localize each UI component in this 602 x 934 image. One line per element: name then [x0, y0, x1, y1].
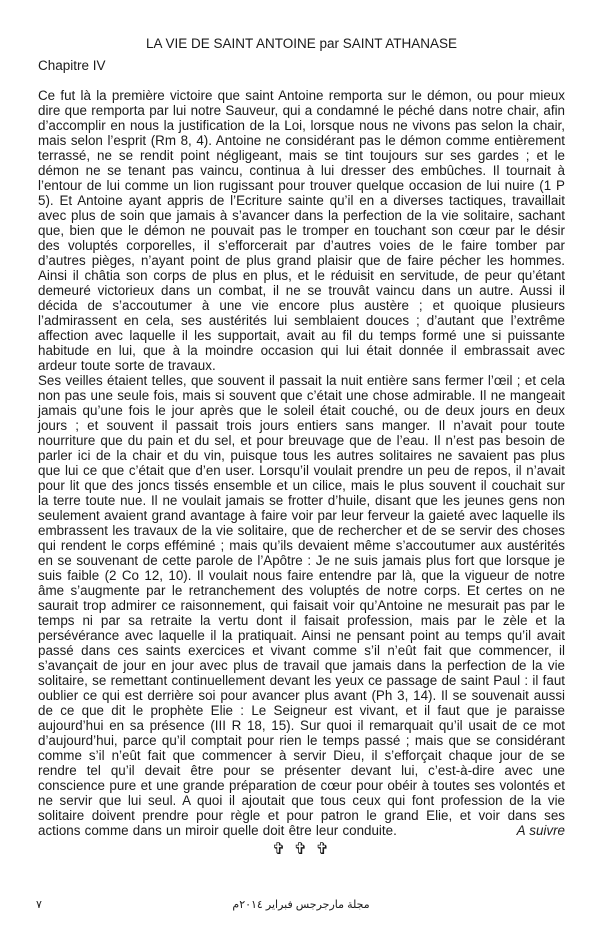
chapter-heading: Chapitre IV: [38, 58, 106, 73]
page-footer: [0, 898, 602, 912]
paragraph-2-text: Ses veilles étaient telles, que souvent il passait la nuit entière sans fermer l’œil ; et cela non pas une seule fois, mais si souvent que c’était une chose admirable. Il ne mangeait jamais qu’une fois le jour après que le soleil était couché, ou de deux jours en deux jours ; et souvent il passait trois jours entiers sans manger. Il n’avait pour toute nourriture que du pain et du sel, et pour breuvage que de l’eau. Il n’est pas besoin de parler ici de la chair et du vin, puisque tous les autres solitaires ne savaient pas plus que lui ce que c’était que d’en user. Lorsqu’il voulait prendre un peu de repos, il n’avait pour lit que des joncs tissés ensemble et un cilice, mais le plus souvent il couchait sur la terre toute nue. Il ne voulait jamais se frotter d’huile, disant que les jeunes gens non seulement avaient grand avantage à faire voir par leur ferveur la gaieté avec laquelle ils embrassent les travaux de la vie solitaire, que de rechercher et de se servir des choses qui rendent le corps efféminé ; mais qu’ils devaient même s’accoutumer aux austérités en se souvenant de cette parole de l’Apôtre : Je ne suis jamais plus fort que lorsque je suis faible (2 Co 12, 10). Il voulait nous faire entendre par là, que la vigueur de notre âme s’augmente par le retranchement des voluptés de notre corps. Et certes on ne saurait trop admirer ce raisonnement, qui faisait voir qu’Antoine ne mesurait pas par le temps ni par sa retraite la vertu dont il faisait profession, mais par le zèle et la persévérance avec laquelle il la pratiquait. Ainsi ne pensant point au temps qu’il avait passé dans ces saints exercices et vivant comme s’il n’eût fait que commencer, il s’avançait de jour en jour avec plus de travail que jamais dans la perfection de la vie solitaire, se remettant continuellement devant les yeux ce passage de saint Paul : il faut oublier ce qui est derrière soi pour avancer plus avant (Ph 3, 14). Il se souvenait aussi de ce que dit le prophète Elie : Le Seigneur est vivant, et il faut que je paraisse aujourd’hui en sa présence (III R 18, 15). Sur quoi il remarquait qu’il usait de ce mot d’aujourd’hui, parce qu’il comptait pour rien le temps passé ; mais que se considérant comme s’il n’eût fait que commencer à servir Dieu, il s’efforçait chaque jour de se rendre tel qu’il devait être pour se présenter devant lui, c’est-à-dire avec une conscience pure et une grande préparation de cœur pour obéir à toutes ses volontés et ne servir que lui seul. A quoi il ajoutait que tous ceux qui font profession de la vie solitaire doivent prendre pour règle et pour patron le grand Elie, et voir dans ses actions comme dans un miroir quelle doit être leur conduite.: [38, 373, 565, 838]
triple-cross-icon: ✞ ✞ ✞: [271, 841, 332, 858]
page-title: LA VIE DE SAINT ANTOINE par SAINT ATHANASE: [145, 36, 458, 51]
page-number: ٧: [36, 899, 42, 911]
journal-caption: مجلة مارجرجس فبراير ٢٠١٤م: [232, 899, 370, 911]
paragraph-2: [38, 373, 565, 838]
paragraph-1: Ce fut là la première victoire que saint Antoine remporta sur le démon, ou pour mieux dire que remporta par lui notre Sauveur, qui a condamné le péché dans notre chair, afin d’accomplir en nous la justification de la Loi, lorsque nous ne vivons pas selon la chair, mais selon l’esprit (Rm 8, 4). Antoine ne considérant pas le démon comme entièrement terrassé, ne se rendit point négligeant, mais se tint toujours sur ses gardes ; et le démon ne se tenant pas vaincu, continua à lui dresser des embûches. Il tournait à l’entour de lui comme un lion rugissant pour trouver quelque occasion de lui nuire (1 P 5). Et Antoine ayant appris de l’Ecriture sainte qu’il en a diverses tactiques, travaillait avec plus de soin que jamais à s’avancer dans la perfection de la vie solitaire, sachant que, bien que le démon ne pouvait pas le tromper en touchant son cœur par le désir des voluptés corporelles, il s’efforcerait par d’autres voies de le faire tomber par d’autres pièges, n’ayant point de plus grand plaisir que de faire pécher les hommes. Ainsi il châtia son corps de plus en plus, et le réduisit en servitude, de peur qu’étant demeuré victorieux dans un combat, il ne se trouvât vaincu dans un autre. Aussi il décida de s’accoutumer à une vie encore plus austère ; et quoique plusieurs l’admirassent en cela, ses austérités lui semblaient douces ; d’autant que l’extrême affection avec laquelle il les supportait, avait au fil du temps formé une si puissante habitude en lui, que à la moindre occasion qui lui était donnée il embrassait avec ardeur toute sorte de travaux.: [38, 88, 565, 373]
continuation-note: A suivre: [516, 823, 565, 838]
